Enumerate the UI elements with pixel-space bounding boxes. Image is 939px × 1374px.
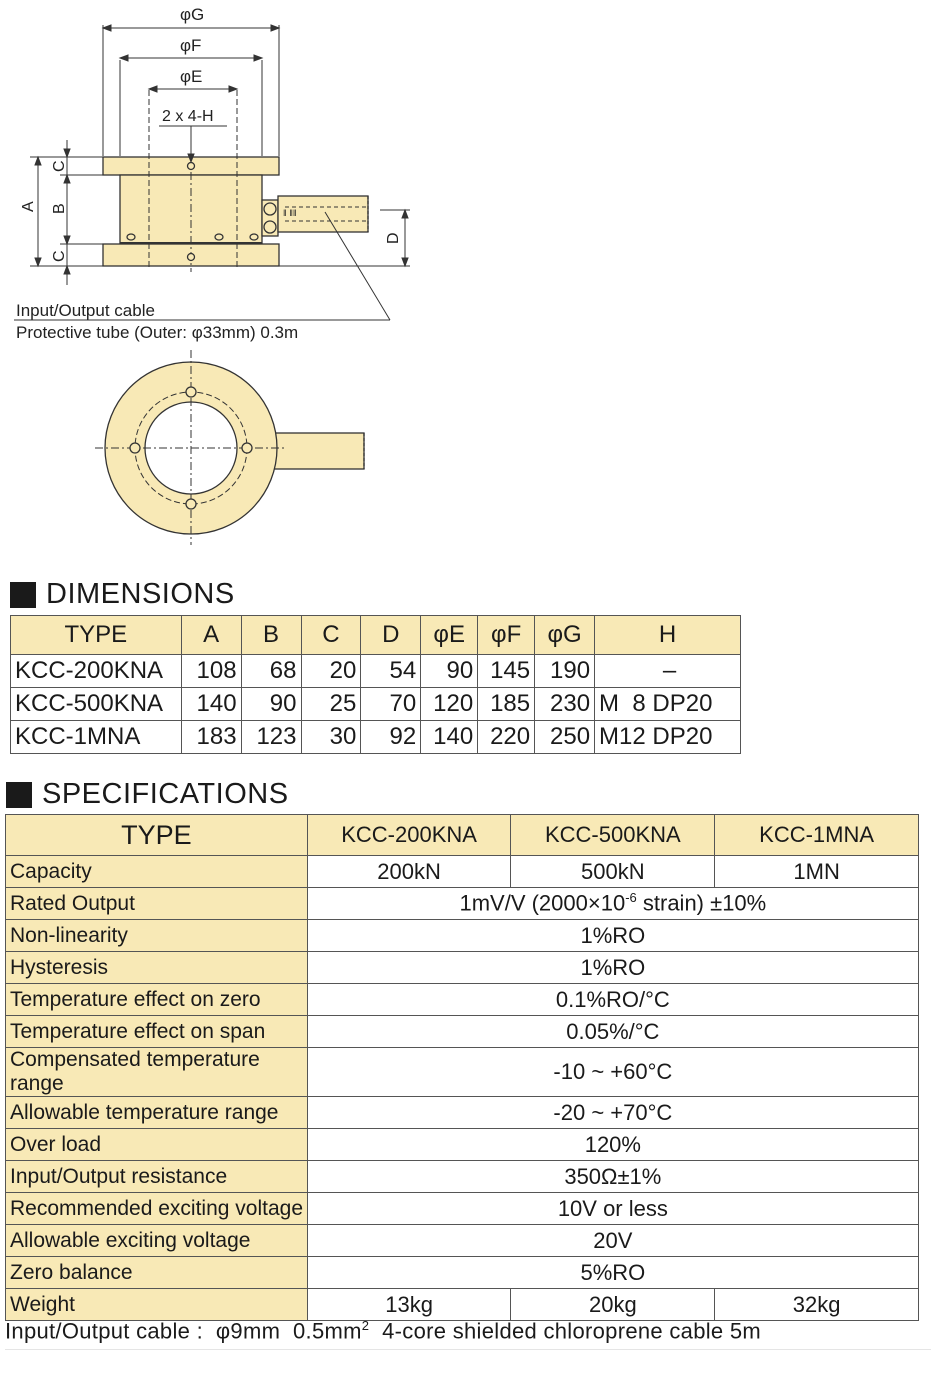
table-cell: 108	[181, 655, 241, 688]
table-cell: 190	[535, 655, 595, 688]
column-header: B	[241, 616, 301, 655]
table-cell: 20	[301, 655, 361, 688]
table-cell: –	[595, 655, 741, 688]
label-dim-f: φF	[180, 36, 202, 55]
table-cell: 350Ω±1%	[307, 1161, 918, 1193]
table-cell: 120%	[307, 1129, 918, 1161]
table-row	[6, 1097, 919, 1129]
table-cell: 120	[421, 688, 478, 721]
bolt-hole-bottom	[186, 499, 196, 509]
column-header: A	[181, 616, 241, 655]
row-label: Capacity	[6, 856, 308, 888]
table-cell	[307, 888, 918, 920]
column-header: H	[595, 616, 741, 655]
rated-output-exponent: -6	[625, 890, 637, 906]
rated-output-suffix: strain) ±10%	[636, 890, 767, 916]
row-label: Weight	[6, 1289, 308, 1321]
label-dim-a: A	[20, 201, 37, 212]
label-dim-h: 2 x 4-H	[162, 108, 214, 125]
label-dim-c-top: C	[51, 160, 68, 172]
table-cell: 140	[421, 721, 478, 754]
table-cell: 0.1%RO/°C	[307, 984, 918, 1016]
specifications-heading	[6, 778, 289, 811]
table-row	[6, 1257, 919, 1289]
label-dim-b: B	[51, 203, 68, 214]
table-row	[6, 952, 919, 984]
column-header: KCC-1MNA	[715, 815, 919, 856]
top-view	[95, 350, 364, 545]
table-row	[6, 1129, 919, 1161]
table-cell: 68	[241, 655, 301, 688]
table-cell: 220	[478, 721, 535, 754]
table-cell: 140	[181, 688, 241, 721]
column-header: φF	[478, 616, 535, 655]
row-label: Input/Output resistance	[6, 1161, 308, 1193]
table-cell: M12 DP20	[595, 721, 741, 754]
table-cell: 1MN	[715, 856, 919, 888]
row-label: Zero balance	[6, 1257, 308, 1289]
table-cell: 90	[241, 688, 301, 721]
load-cell-drawing	[0, 0, 939, 560]
table-row	[11, 688, 741, 721]
bolt-hole-right	[242, 443, 252, 453]
table-cell: 90	[421, 655, 478, 688]
row-label: Allowable exciting voltage	[6, 1225, 308, 1257]
row-label: Compensated temperature range	[6, 1048, 308, 1097]
table-row	[6, 856, 919, 888]
table-cell: 25	[301, 688, 361, 721]
table-cell: 32kg	[715, 1289, 919, 1321]
table-cell: 1%RO	[307, 952, 918, 984]
cable-footnote	[5, 1318, 761, 1344]
table-cell: 92	[361, 721, 421, 754]
specifications-table	[5, 814, 919, 1321]
dimensions-heading	[10, 578, 235, 611]
row-label: Temperature effect on zero	[6, 984, 308, 1016]
table-cell: 13kg	[307, 1289, 511, 1321]
table-row	[11, 655, 741, 688]
table-row	[6, 920, 919, 952]
column-header: C	[301, 616, 361, 655]
label-dim-c-bottom: C	[51, 250, 68, 262]
table-cell: 500kN	[511, 856, 715, 888]
table-cell: 185	[478, 688, 535, 721]
specifications-header-row	[6, 815, 919, 856]
table-cell: 20kg	[511, 1289, 715, 1321]
table-cell: 145	[478, 655, 535, 688]
table-row	[6, 1161, 919, 1193]
row-label: Recommended exciting voltage	[6, 1193, 308, 1225]
table-row	[6, 984, 919, 1016]
column-header: TYPE	[6, 815, 308, 856]
column-header: TYPE	[11, 616, 182, 655]
table-cell: 0.05%/°C	[307, 1016, 918, 1048]
table-cell: 1%RO	[307, 920, 918, 952]
table-cell: 70	[361, 688, 421, 721]
dimensions-heading-text: DIMENSIONS	[46, 578, 235, 610]
column-header: KCC-200KNA	[307, 815, 511, 856]
bottom-divider	[5, 1349, 931, 1350]
row-label: Temperature effect on span	[6, 1016, 308, 1048]
table-row	[6, 1016, 919, 1048]
top-view-cable	[272, 433, 364, 469]
table-cell: 10V or less	[307, 1193, 918, 1225]
bolt-hole-left	[130, 443, 140, 453]
column-header: φG	[535, 616, 595, 655]
table-cell: 5%RO	[307, 1257, 918, 1289]
footnote-suffix: 4-core shielded chloroprene cable 5m	[369, 1318, 762, 1344]
table-cell: 200kN	[307, 856, 511, 888]
dimensions-table	[10, 615, 741, 754]
table-row	[6, 888, 919, 920]
column-header: D	[361, 616, 421, 655]
table-row	[6, 1225, 919, 1257]
table-cell: 230	[535, 688, 595, 721]
specifications-heading-text: SPECIFICATIONS	[42, 778, 289, 810]
row-label: Over load	[6, 1129, 308, 1161]
table-cell: KCC-1MNA	[11, 721, 182, 754]
table-cell: 30	[301, 721, 361, 754]
side-view	[103, 25, 368, 272]
table-row	[6, 1289, 919, 1321]
row-label: Allowable temperature range	[6, 1097, 308, 1129]
heading-square-icon	[6, 782, 32, 808]
table-cell: KCC-200KNA	[11, 655, 182, 688]
table-cell: 250	[535, 721, 595, 754]
footnote-prefix: Input/Output cable : φ9mm 0.5mm	[5, 1318, 362, 1344]
dimensions-header-row	[11, 616, 741, 655]
row-label: Non-linearity	[6, 920, 308, 952]
table-cell: -20 ~ +70°C	[307, 1097, 918, 1129]
table-row	[6, 1193, 919, 1225]
table-cell: 54	[361, 655, 421, 688]
label-dim-e: φE	[180, 67, 203, 86]
cable-note-line-1: Input/Output cable	[16, 301, 155, 320]
column-header: KCC-500KNA	[511, 815, 715, 856]
footnote-exponent: 2	[361, 1318, 370, 1333]
table-cell: KCC-500KNA	[11, 688, 182, 721]
table-cell: 20V	[307, 1225, 918, 1257]
table-cell: M 8 DP20	[595, 688, 741, 721]
row-label: Hysteresis	[6, 952, 308, 984]
heading-square-icon	[10, 582, 36, 608]
rated-output-prefix: 1mV/V (2000×10	[459, 890, 626, 916]
table-cell: 183	[181, 721, 241, 754]
svg-text:‖ ‖‖: ‖ ‖‖	[283, 208, 297, 218]
label-dim-d: D	[385, 232, 402, 244]
table-cell: -10 ~ +60°C	[307, 1048, 918, 1097]
table-row	[11, 721, 741, 754]
column-header: φE	[421, 616, 478, 655]
table-cell: 123	[241, 721, 301, 754]
row-label: Rated Output	[6, 888, 308, 920]
cable-note-line-2: Protective tube (Outer: φ33mm) 0.3m	[16, 323, 299, 342]
bolt-hole-top	[186, 387, 196, 397]
table-row	[6, 1048, 919, 1097]
label-dim-g: φG	[180, 5, 205, 24]
